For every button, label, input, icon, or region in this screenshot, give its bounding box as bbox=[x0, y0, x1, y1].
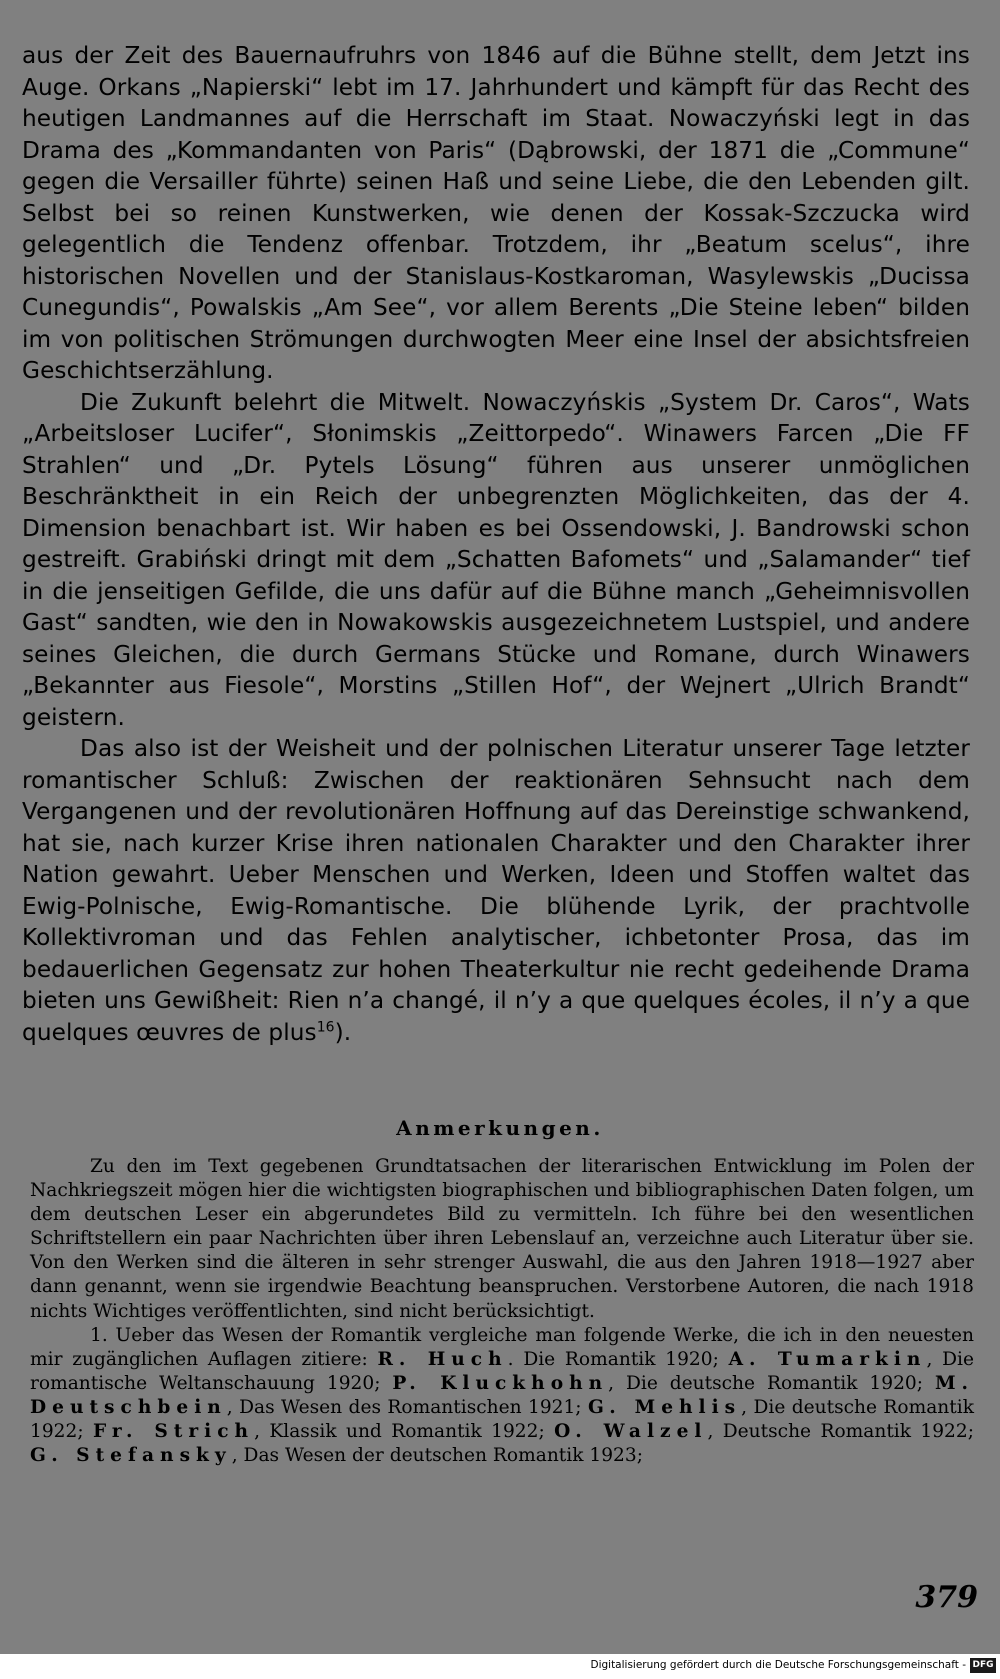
note-author: P. Kluckhohn bbox=[392, 1372, 609, 1394]
note-author: A. Tumarkin bbox=[728, 1348, 927, 1370]
notes-section bbox=[30, 1155, 974, 1468]
note-1-lead: 1. Ueber das Wesen der Romantik vergleiche man folgende Werke, die ich in den neuesten mir zugänglichen Auflagen zitiere: bbox=[30, 1324, 974, 1370]
note-author: Fr. Strich bbox=[92, 1421, 255, 1443]
paragraph-1: aus der Zeit des Bauernaufruhrs von 1846 auf die Bühne stellt, dem Jetzt ins Auge. Orkans „Napierski“ lebt im 17. Jahrhundert und kämpft für das Recht des heutigen Landmannes auf die Herrschaft im Staat. Nowaczyński legt in das Drama des „Kommandanten von Paris“ (Dąbrowski, der 1871 die „Commune“ gegen die Versailler führte) seinen Haß und seine Liebe, die den Lebenden gilt. Selbst bei so reinen Kunstwerken, wie denen der Kossak-Szczucka wird gelegentlich die Tendenz offenbar. Trotzdem, ihr „Beatum scelus“, ihre historischen Novellen und der Stanislaus-Kostkaroman, Wasylewskis „Ducissa Cunegundis“, Powalskis „Am See“, vor allem Berents „Die Steine leben“ bilden im von politischen Strömungen durchwogten Meer eine Insel der absichtsfreien Geschichtserzählung. bbox=[22, 42, 970, 384]
paragraph-3-text: Das also ist der Weisheit und der polnischen Literatur unserer Tage letzter romantischer Schluß: Zwischen der reaktionären Sehnsucht nach dem Vergangenen und der revolutionären Hoffnung auf das Dereinstige schwankend, hat sie, nach kurzer Krise ihren nationalen Charakter und den Charakter ihrer Nation gewahrt. Ueber Menschen und Werken, Ideen und Stoffen waltet das Ewig-Polnische, Ewig-Romantische. Die blühende Lyrik, der prachtvolle Kollektivroman und das Fehlen analytischer, ichbetonter Prosa, das im bedauerlichen Gegensatz zur hohen Theaterkultur nie recht gedeihende Drama bieten uns Gewißheit: Rien n’a changé, il n’y a que quelques écoles, il n’y a que quelques œuvres de plus bbox=[22, 735, 970, 1046]
note-work: . Die Romantik 1920; bbox=[507, 1348, 719, 1370]
note-author: R. Huch bbox=[377, 1348, 508, 1370]
note-work: , Die deutsche Romantik 1920; bbox=[608, 1372, 924, 1394]
note-work: , Die romantische Weltanschauung 1920; bbox=[30, 1348, 974, 1394]
note-author: O. Walzel bbox=[554, 1421, 708, 1443]
note-work: , Das Wesen des Romantischen 1921; bbox=[226, 1396, 582, 1418]
note-1 bbox=[30, 1324, 974, 1469]
note-work: , Die deutsche Romantik 1922; bbox=[30, 1396, 974, 1443]
footer-credit: Digitalisierung gefördert durch die Deutsche Forschungsgemeinschaft - bbox=[590, 1659, 966, 1671]
footer-bar bbox=[0, 1654, 1000, 1679]
note-work: , Klassik und Romantik 1922; bbox=[254, 1421, 545, 1443]
main-text bbox=[22, 40, 970, 1048]
paragraph-2: Die Zukunft belehrt die Mitwelt. Nowaczyńskis „System Dr. Caros“, Wats „Arbeitsloser Lucifer“, Słonimskis „Zeittorpedo“. Winawers Farcen „Die FF Strahlen“ und „Dr. Pytels Lösung“ führen aus unserer unmöglichen Beschränktheit in ein Reich der unbegrenzten Möglichkeiten, das der 4. Dimension benachbart ist. Wir haben es bei Ossendowski, J. Bandrowski schon gestreift. Grabiński dringt mit dem „Schatten Bafomets“ und „Salamander“ tief in die jenseitigen Gefilde, die uns dafür auf die Bühne manch „Geheimnisvollen Gast“ sandten, wie den in Nowakowskis ausgezeichnetem Lustspiel, und andere seines Gleichen, die durch Germans Stücke und Romane, durch Winawers „Bekannter aus Fiesole“, Morstins „Stillen Hof“, der Wejnert „Ulrich Brandt“ geistern. bbox=[22, 388, 970, 731]
note-author: G. Stefansky bbox=[30, 1445, 232, 1467]
page-number: 379 bbox=[915, 1580, 978, 1615]
note-author: G. Mehlis bbox=[587, 1396, 742, 1418]
paragraph-3-closing: ). bbox=[334, 1018, 352, 1046]
paragraph-3 bbox=[22, 733, 970, 1048]
footnote-reference[interactable]: 16 bbox=[316, 1018, 335, 1035]
dfg-logo: DFG bbox=[970, 1658, 996, 1673]
notes-heading: Anmerkungen. bbox=[396, 1116, 604, 1140]
note-work: , Deutsche Romantik 1922; bbox=[707, 1421, 974, 1443]
note-work: , Das Wesen der deutschen Romantik 1923; bbox=[231, 1445, 643, 1467]
note-author: M. Deutschbein bbox=[30, 1372, 974, 1418]
notes-intro: Zu den im Text gegebenen Grundtatsachen der literarischen Entwicklung im Polen der Nachkriegszeit mögen hier die wichtigsten biographischen und bibliographischen Daten folgen, um dem deutschen Leser ein abgerundetes Bild zu vermitteln. Ich führe bei den wesentlichen Schriftstellern ein paar Nachrichten über ihren Lebenslauf an, verzeichne auch Literatur über sie. Von den Werken sind die älteren in sehr strenger Auswahl, die aus den Jahren 1918—1927 aber dann genannt, wenn sie irgendwie Beachtung beanspruchen. Verstorbene Autoren, die nach 1918 nichts Wichtiges veröffentlichten, sind nicht berücksichtigt. bbox=[30, 1156, 974, 1322]
